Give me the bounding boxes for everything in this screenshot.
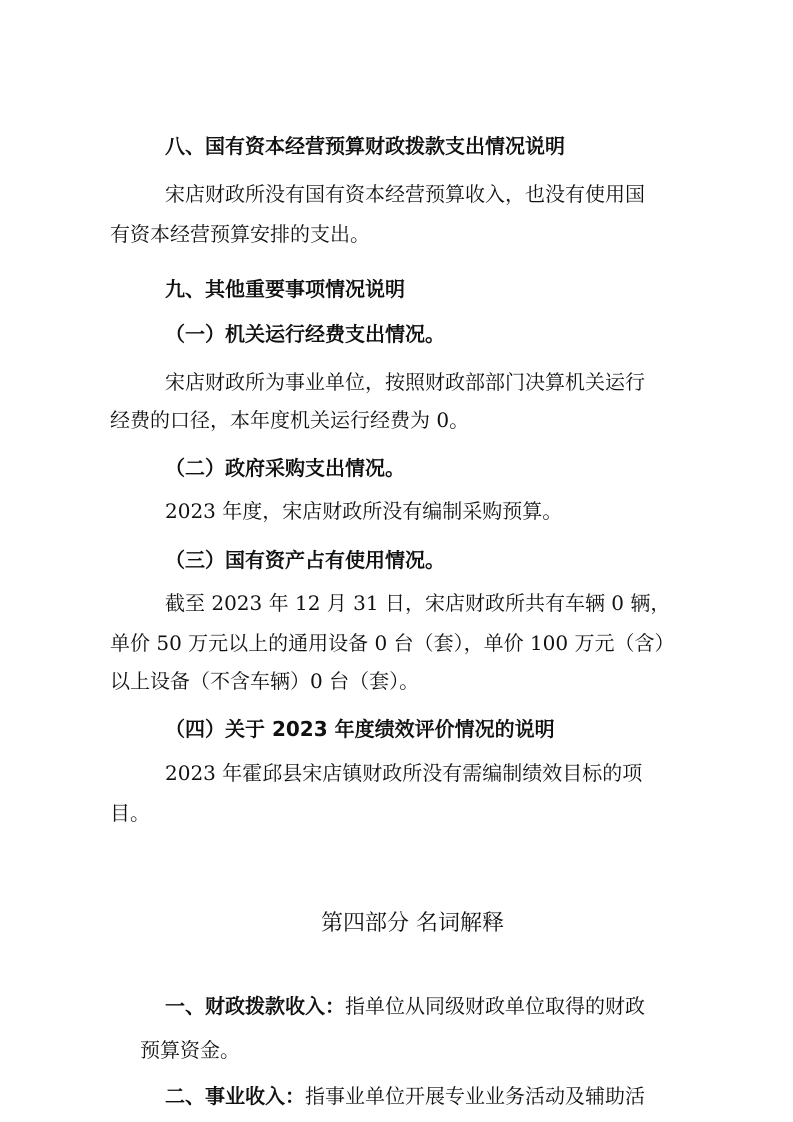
subsection-4-line-2: 目。: [110, 801, 150, 825]
section-8-paragraph-line-2: 有资本经营预算安排的支出。: [110, 222, 370, 246]
subsection-1-line-1: 宋店财政所为事业单位，按照财政部部门决算机关运行: [165, 370, 645, 394]
part-4-title: 第四部分 名词解释: [321, 911, 504, 936]
section-8-paragraph-line-1: 宋店财政所没有国有资本经营预算收入，也没有使用国: [165, 182, 645, 206]
term-1-line-2: 预算资金。: [140, 1038, 240, 1062]
subsection-1-heading: （一）机关运行经费支出情况。: [165, 322, 445, 346]
term-1-definition: 指单位从同级财政单位取得的财政: [345, 994, 645, 1018]
subsection-3-line-1: 截至 2023 年 12 月 31 日，宋店财政所共有车辆 0 辆，: [165, 591, 671, 615]
term-2-line-1: [165, 1083, 645, 1109]
term-1-label: 一、财政拨款收入：: [165, 994, 345, 1018]
term-2-definition: 指事业单位开展专业业务活动及辅助活: [305, 1084, 645, 1108]
term-1-line-1: [165, 993, 645, 1019]
subsection-4-line-1: 2023 年霍邱县宋店镇财政所没有需编制绩效目标的项: [165, 761, 643, 785]
section-8-heading: 八、国有资本经营预算财政拨款支出情况说明: [165, 134, 565, 158]
subsection-2-heading: （二）政府采购支出情况。: [165, 456, 405, 480]
subsection-1-line-2: 经费的口径，本年度机关运行经费为 0。: [110, 408, 470, 432]
subsection-4-heading: （四）关于 2023 年度绩效评价情况的说明: [165, 717, 555, 741]
subsection-3-line-3: 以上设备（不含车辆）0 台（套）。: [110, 669, 420, 693]
subsection-3-line-2: 单价 50 万元以上的通用设备 0 台（套），单价 100 万元（含）: [110, 631, 675, 655]
subsection-3-heading: （三）国有资产占有使用情况。: [165, 548, 445, 572]
term-2-label: 二、事业收入：: [165, 1084, 305, 1108]
subsection-2-line-1: 2023 年度，宋店财政所没有编制采购预算。: [165, 499, 563, 523]
section-9-heading: 九、其他重要事项情况说明: [165, 277, 405, 301]
